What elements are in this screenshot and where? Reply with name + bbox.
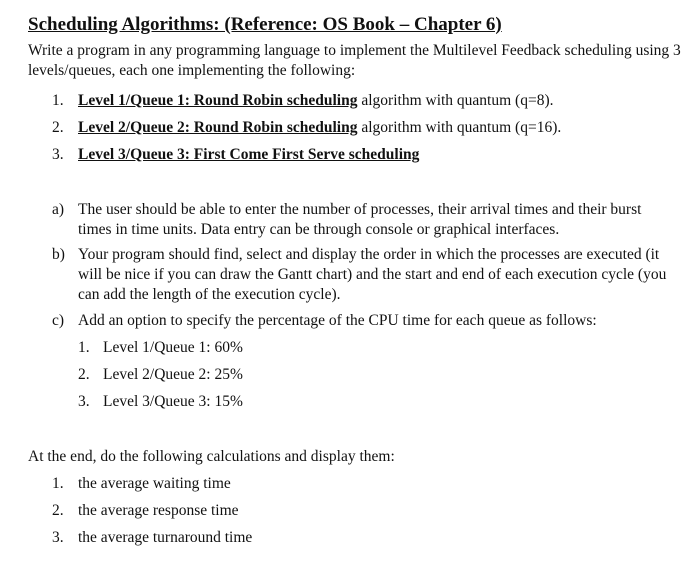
cpu-share-1-number: 1.	[78, 339, 90, 356]
cpu-share-1-text: Level 1/Queue 1: 60%	[103, 339, 243, 356]
queue-2-number: 2.	[52, 119, 64, 136]
queue-1-item	[78, 91, 554, 111]
cpu-share-2-number: 2.	[78, 366, 90, 383]
queue-1-number: 1.	[52, 92, 64, 109]
requirement-b-label: b)	[52, 246, 65, 263]
requirement-b-text: Your program should find, select and display the order in which the processes are executed (it will be nice if you can draw the Gantt chart) and the start and end of each execution cycle (you can add the length of the execution cycle).	[78, 246, 667, 303]
calc-1-text: the average waiting time	[78, 475, 231, 492]
requirement-a-label: a)	[52, 201, 65, 218]
queue-3-name: Level 3/Queue 3: First Come First Serve scheduling	[78, 146, 420, 163]
queue-2-name: Level 2/Queue 2: Round Robin scheduling	[78, 119, 358, 136]
calculations-intro: At the end, do the following calculations and display them:	[28, 448, 395, 465]
calc-3-text: the average turnaround time	[78, 529, 253, 546]
queue-2-detail: algorithm with quantum (q=16).	[357, 119, 562, 136]
queue-1-detail: algorithm with quantum (q=8).	[357, 92, 554, 109]
calc-2-number: 2.	[52, 502, 64, 519]
queue-3-item	[78, 145, 419, 165]
calc-2-text: the average response time	[78, 502, 239, 519]
page-title: Scheduling Algorithms: (Reference: OS Book – Chapter 6)	[28, 14, 502, 35]
requirement-c-label: c)	[52, 312, 65, 329]
queue-3-number: 3.	[52, 146, 64, 163]
cpu-share-2-text: Level 2/Queue 2: 25%	[103, 366, 243, 383]
queue-2-item	[78, 118, 561, 138]
calc-3-number: 3.	[52, 529, 64, 546]
requirement-c-text: Add an option to specify the percentage of the CPU time for each queue as follows:	[78, 312, 597, 329]
requirement-a-text: The user should be able to enter the number of processes, their arrival times and their burst times in time units. Data entry can be through console or graphical interfaces.	[78, 201, 642, 238]
calc-1-number: 1.	[52, 475, 64, 492]
cpu-share-3-text: Level 3/Queue 3: 15%	[103, 393, 243, 410]
cpu-share-3-number: 3.	[78, 393, 90, 410]
intro-paragraph: Write a program in any programming language to implement the Multilevel Feedback scheduling using 3 levels/queues, each one implementing the following:	[28, 42, 681, 79]
queue-1-name: Level 1/Queue 1: Round Robin scheduling	[78, 92, 358, 109]
